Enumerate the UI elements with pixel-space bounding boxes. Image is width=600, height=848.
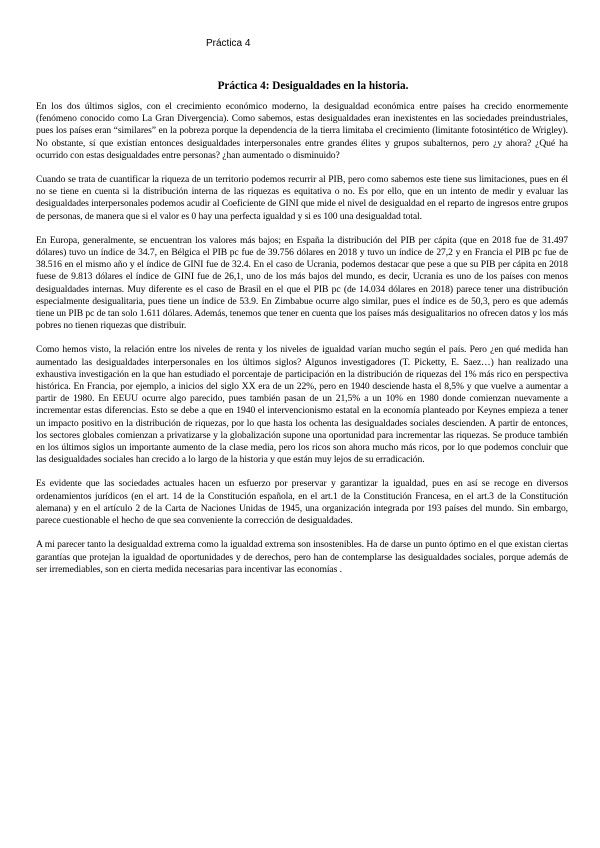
- running-header: Práctica 4: [206, 38, 251, 49]
- document-title: Práctica 4: Desigualdades en la historia.: [217, 80, 409, 92]
- document-body: [36, 101, 568, 588]
- paragraph: En Europa, generalmente, se encuentran los valores más bajos; en España la distribución del PIB per cápita (que en 2018 fue de 31.497 dólares) tuvo un índice de 34.7, en Bélgica el PIB pc fue de 39.756 dólares en 2018 y tuvo un índice de 27,2 y en Francia el PIB pc fue de 38.516 en el mismo año y el índice de GINI fue de 32.4. En el caso de Ucrania, podemos destacar que pese a que su PIB per cápita en 2018 fuese de 9.813 dólares el índice de GINI fue de 26,1, uno de los más bajos del mundo, es decir, Ucrania es uno de los países con menos desigualdades internas. Muy diferente es el caso de Brasil en el que el PIB pc (de 14.034 dólares en 2018) parece tener una distribución especialmente desigualitaria, pues tiene un índice de 53.9. En Zimbabue ocurre algo similar, pues el índice es de 50,3, pero es que además tiene un PIB pc de tan solo 1.611 dólares. Además, tenemos que tener en cuenta que los países más desigualitarios no ofrecen datos y los más pobres no tienen riquezas que distribuir.: [36, 234, 568, 332]
- paragraph: Como hemos visto, la relación entre los niveles de renta y los niveles de igualdad varían mucho según el país. Pero ¿en qué medida han aumentado las desigualdades interpersonales en los últimos siglos? Algunos investigadores (T. Picketty, E. Saez…) han realizado una exhaustiva investigación en la que han estudiado el porcentaje de participación en la distribución de riquezas del 1% más rico en perspectiva histórica. En Francia, por ejemplo, a inicios del siglo XX era de un 22%, pero en 1940 desciende hasta el 8,5% y que vuelve a aumentar a partir de 1980. En EEUU ocurre algo parecido, pues también pasan de un 21,5% a un 10% en 1980 donde comienzan nuevamente a incrementar estas diferencias. Esto se debe a que en 1940 el intervencionismo estatal en la economía planteado por Keynes empieza a tener un impacto positivo en la distribución de riquezas, por lo que hasta los ochenta las desigualdades sociales descienden. A partir de entonces, los sectores globales comienzan a privatizarse y la globalización supone una oportunidad para incrementar las riquezas. Se produce también en los últimos siglos un importante aumento de la clase media, pero los ricos son ahora mucho más ricos, por lo que podemos concluir que las desigualdades sociales han crecido a lo largo de la historia y que están muy lejos de su erradicación.: [36, 344, 568, 466]
- paragraph: Cuando se trata de cuantificar la riqueza de un territorio podemos recurrir al PIB, pero como sabemos este tiene sus limitaciones, pues en él no se tiene en cuenta si la distribución interna de las riquezas es equitativa o no. Es por ello, que en un intento de medir y evaluar las desigualdades interpersonales podemos acudir al Coeficiente de GINI que mide el nivel de desigualdad en el reparto de ingresos entre grupos de personas, de manera que si el valor es 0 hay una perfecta igualdad y si es 100 una desigualdad total.: [36, 174, 568, 222]
- paragraph: En los dos últimos siglos, con el crecimiento económico moderno, la desigualdad económica entre países ha crecido enormemente (fenómeno conocido como La Gran Divergencia). Como sabemos, estas desigualdades eran inexistentes en las sociedades preindustriales, pues los países eran “similares” en la pobreza porque la dependencia de la tierra limitaba el crecimiento (limitante fotosintético de Wrigley). No obstante, sí que existían entonces desigualdades interpersonales entre grandes élites y grupos subalternos, pero ¿y ahora? ¿Qué ha ocurrido con estas desigualdades entre personas? ¿han aumentado o disminuido?: [36, 101, 568, 161]
- paragraph: A mi parecer tanto la desigualdad extrema como la igualdad extrema son insostenibles. Ha de darse un punto óptimo en el que existan ciertas garantías que protejan la igualdad de oportunidades y de derechos, pero han de contemplarse las desigualdades sociales, porque además de ser irremediables, son en cierta medida necesarias para incentivar las economías .: [36, 539, 568, 575]
- paragraph: Es evidente que las sociedades actuales hacen un esfuerzo por preservar y garantizar la igualdad, pues en así se recoge en diversos ordenamientos jurídicos (en el art. 14 de la Constitución española, en el art.1 de la Constitución Francesa, en el art.3 de la Constitución alemana) y en el artículo 2 de la Carta de Naciones Unidas de 1945, una organización integrada por 193 países del mundo. Sin embargo, parece cuestionable el hecho de que sea conveniente la corrección de desigualdades.: [36, 478, 568, 527]
